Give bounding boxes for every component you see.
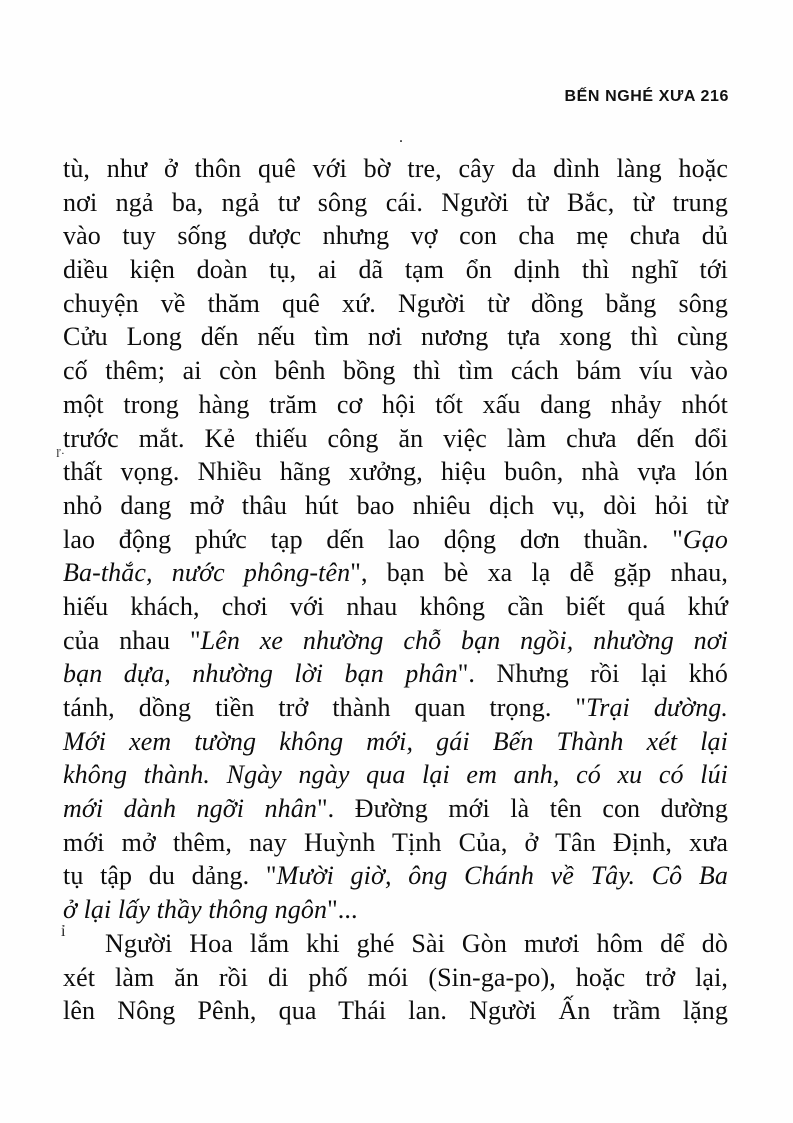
text-line [63,927,728,961]
text-line [63,859,728,893]
text-segment: tù, như ở thôn quê với bờ tre, cây da dình làng hoặc [63,154,728,183]
text-segment: lao động phức tạp dến lao dộng dơn thuần. " [63,524,683,554]
text-segment: ", bạn bè xa lạ dễ gặp nhau, [350,558,729,588]
text-segment: ". Đường mới là tên con dường [316,794,728,824]
text-segment: diều kiện doàn tụ, ai dã tạm ổn dịnh thì nghĩ tới [63,255,728,285]
text-segment: cố thêm; ai còn bênh bồng thì tìm cách bám víu vào [63,356,728,386]
text-segment: hiếu khách, chơi với nhau không cần biết quá khứ [63,591,728,621]
ink-mark-artifact: ỉ [61,923,66,940]
text-segment: mới mở thêm, nay Huỳnh Tịnh Của, ở Tân Định, xưa [63,827,728,857]
text-line [63,422,728,456]
text-line [63,961,728,995]
text-line [63,354,728,388]
italic-text-segment: Mười giờ, ông Chánh về Tây. Cô Ba [276,861,728,891]
ink-mark-artifact: . [399,129,403,146]
text-segment: Người Hoa lắm khi ghé Sài Gòn mươi hôm dể dò [105,928,728,958]
italic-text-segment: Trại dường. [586,693,728,722]
text-line [63,826,728,860]
text-line [63,893,728,927]
text-line [63,287,728,321]
text-line [63,994,728,1028]
text-line [63,590,728,624]
text-segment: trước mắt. Kẻ thiếu công ăn việc làm chưa dến dổi [63,423,728,453]
text-line [63,624,728,658]
text-line [63,523,728,557]
text-line [63,657,728,691]
text-segment: nơi ngả ba, ngả tư sông cái. Người từ Bắc, từ trung [63,187,728,217]
text-line [63,691,728,725]
text-line [63,253,728,287]
italic-text-segment: Mới xem tường không mới, gái Bến Thành xét lại [63,726,728,756]
text-segment: "... [327,895,358,925]
text-segment: ". Nhưng rồi lại khó [457,659,728,689]
text-segment: tụ tập du dảng. " [63,861,277,891]
italic-text-segment: mới dành ngỡi nhân [63,794,317,824]
text-line [63,219,728,253]
text-segment: xét làm ăn rồi di phố mói (Sin-ga-po), hoặc trở lại, [63,962,728,992]
text-segment: tánh, dồng tiền trở thành quan trọng. " [63,693,587,722]
text-segment: thất vọng. Nhiều hãng xưởng, hiệu buôn, nhà vựa lón [63,457,728,487]
text-line [63,455,728,489]
text-segment: nhỏ dang mở thâu hút bao nhiêu dịch vụ, dòi hỏi từ [63,490,728,520]
running-header: BẾN NGHÉ XƯA 216 [564,88,729,105]
text-segment: Cửu Long dến nếu tìm nơi nương tựa xong thì cùng [63,322,728,352]
ink-mark-artifact: ľ· [56,446,65,460]
text-line [63,758,728,792]
text-line [63,186,728,220]
italic-text-segment: Gạo [682,524,728,554]
text-line [63,388,728,422]
italic-text-segment: ở lại lấy thầy thông ngôn [63,895,328,925]
italic-text-segment: Lên xe nhường chỗ bạn ngồi, nhường nơi [200,625,729,655]
text-line [63,320,728,354]
text-line [63,152,728,186]
text-segment: chuyện về thăm quê xứ. Người từ dồng bằng sông [63,288,728,318]
text-segment: vào tuy sống dược nhưng vợ con cha mẹ chưa dủ [63,221,728,251]
text-block [63,152,728,1028]
italic-text-segment: không thành. Ngày ngày qua lại em anh, có xu có lúi [63,760,728,790]
text-segment: của nhau " [63,625,201,655]
text-line [63,556,728,590]
text-segment: lên Nông Pênh, qua Thái lan. Người Ấn trầm lặng [63,996,728,1026]
text-segment: một trong hàng trăm cơ hội tốt xấu dang nhảy nhót [63,389,728,419]
text-line [63,725,728,759]
italic-text-segment: bạn dựa, nhường lời bạn phân [63,659,458,689]
text-line [63,489,728,523]
text-line [63,792,728,826]
italic-text-segment: Ba-thắc, nước phông-tên [63,558,351,588]
